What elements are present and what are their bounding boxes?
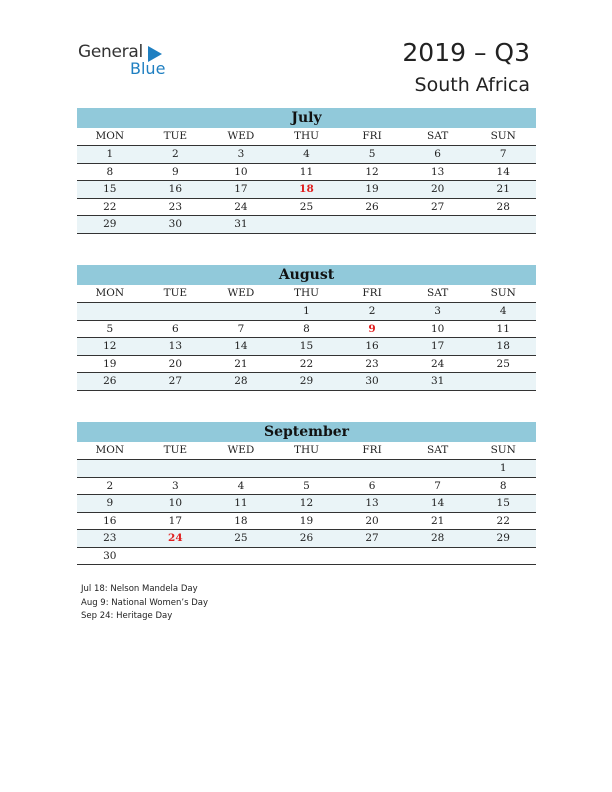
month-calendar-september xyxy=(77,422,536,565)
week-row xyxy=(77,181,536,199)
day-cell: 8 xyxy=(274,321,340,339)
day-cell: 3 xyxy=(405,303,471,321)
logo-word-blue: Blue xyxy=(130,59,166,78)
day-cell: 30 xyxy=(77,548,143,566)
holiday-note: Aug 9: National Women’s Day xyxy=(81,597,209,608)
day-cell: 1 xyxy=(77,146,143,164)
day-cell: 15 xyxy=(274,338,340,356)
day-cell: 29 xyxy=(274,373,340,391)
empty-day-cell xyxy=(405,460,471,478)
logo xyxy=(78,42,188,82)
day-cell: 13 xyxy=(143,338,209,356)
day-cell: 2 xyxy=(339,303,405,321)
day-cell: 2 xyxy=(143,146,209,164)
weekday-label: FRI xyxy=(339,128,405,146)
day-cell: 19 xyxy=(77,356,143,374)
empty-day-cell xyxy=(274,548,340,566)
day-cell: 17 xyxy=(405,338,471,356)
day-cell: 30 xyxy=(339,373,405,391)
empty-day-cell xyxy=(405,548,471,566)
day-cell: 30 xyxy=(143,216,209,234)
day-cell: 20 xyxy=(339,513,405,531)
day-cell: 15 xyxy=(470,495,536,513)
day-cell: 31 xyxy=(405,373,471,391)
day-cell: 9 xyxy=(143,164,209,182)
empty-day-cell xyxy=(339,216,405,234)
day-cell: 11 xyxy=(208,495,274,513)
day-cell: 29 xyxy=(77,216,143,234)
weekday-label: SUN xyxy=(470,128,536,146)
week-row xyxy=(77,338,536,356)
day-cell: 10 xyxy=(143,495,209,513)
week-row xyxy=(77,199,536,217)
day-cell: 7 xyxy=(405,478,471,496)
day-cell: 25 xyxy=(470,356,536,374)
page-title: 2019 – Q3 xyxy=(402,38,530,67)
day-cell: 14 xyxy=(208,338,274,356)
week-row xyxy=(77,530,536,548)
day-cell: 21 xyxy=(405,513,471,531)
day-cell: 27 xyxy=(143,373,209,391)
weekday-label: TUE xyxy=(143,128,209,146)
logo-word-general: General xyxy=(78,42,143,62)
month-header: September xyxy=(77,422,536,442)
empty-day-cell xyxy=(274,216,340,234)
weekday-label: THU xyxy=(274,442,340,460)
weekday-label: THU xyxy=(274,285,340,303)
day-cell: 18 xyxy=(274,181,340,199)
day-cell: 16 xyxy=(339,338,405,356)
weekday-label: FRI xyxy=(339,285,405,303)
day-cell: 6 xyxy=(339,478,405,496)
weekday-label: SUN xyxy=(470,442,536,460)
day-cell: 26 xyxy=(274,530,340,548)
month-calendar-july xyxy=(77,108,536,234)
empty-day-cell xyxy=(208,303,274,321)
day-cell: 18 xyxy=(470,338,536,356)
day-cell: 3 xyxy=(143,478,209,496)
day-cell: 4 xyxy=(274,146,340,164)
day-cell: 11 xyxy=(274,164,340,182)
week-row xyxy=(77,495,536,513)
weekday-label: SUN xyxy=(470,285,536,303)
day-cell: 23 xyxy=(77,530,143,548)
day-cell: 8 xyxy=(470,478,536,496)
day-cell: 3 xyxy=(208,146,274,164)
day-cell: 20 xyxy=(143,356,209,374)
day-cell: 10 xyxy=(208,164,274,182)
weekday-label: SAT xyxy=(405,285,471,303)
empty-day-cell xyxy=(470,373,536,391)
day-cell: 17 xyxy=(143,513,209,531)
day-cell: 17 xyxy=(208,181,274,199)
empty-day-cell xyxy=(77,460,143,478)
day-cell: 13 xyxy=(405,164,471,182)
month-calendar-august xyxy=(77,265,536,391)
day-cell: 23 xyxy=(143,199,209,217)
day-cell: 6 xyxy=(143,321,209,339)
day-cell: 27 xyxy=(339,530,405,548)
day-cell: 5 xyxy=(77,321,143,339)
day-cell: 20 xyxy=(405,181,471,199)
empty-day-cell xyxy=(405,216,471,234)
empty-day-cell xyxy=(208,548,274,566)
weekday-label: WED xyxy=(208,285,274,303)
day-cell: 25 xyxy=(208,530,274,548)
empty-day-cell xyxy=(339,548,405,566)
weekday-label: SAT xyxy=(405,128,471,146)
day-cell: 11 xyxy=(470,321,536,339)
day-cell: 25 xyxy=(274,199,340,217)
weekday-label: WED xyxy=(208,442,274,460)
week-rows xyxy=(77,146,536,234)
week-row xyxy=(77,373,536,391)
day-cell: 28 xyxy=(405,530,471,548)
day-cell: 13 xyxy=(339,495,405,513)
day-cell: 7 xyxy=(470,146,536,164)
week-row xyxy=(77,303,536,321)
day-cell: 23 xyxy=(339,356,405,374)
week-row xyxy=(77,548,536,566)
weekday-label: WED xyxy=(208,128,274,146)
holiday-notes xyxy=(81,583,208,624)
day-cell: 10 xyxy=(405,321,471,339)
day-cell: 26 xyxy=(77,373,143,391)
day-cell: 21 xyxy=(208,356,274,374)
day-cell: 6 xyxy=(405,146,471,164)
day-cell: 15 xyxy=(77,181,143,199)
day-cell: 9 xyxy=(339,321,405,339)
month-header: August xyxy=(77,265,536,285)
weekday-header-row xyxy=(77,442,536,460)
day-cell: 31 xyxy=(208,216,274,234)
week-row xyxy=(77,164,536,182)
day-cell: 24 xyxy=(143,530,209,548)
day-cell: 22 xyxy=(470,513,536,531)
week-rows xyxy=(77,303,536,391)
day-cell: 19 xyxy=(274,513,340,531)
empty-day-cell xyxy=(143,460,209,478)
day-cell: 12 xyxy=(339,164,405,182)
day-cell: 14 xyxy=(470,164,536,182)
weekday-label: MON xyxy=(77,442,143,460)
weekday-label: MON xyxy=(77,285,143,303)
day-cell: 28 xyxy=(470,199,536,217)
day-cell: 5 xyxy=(274,478,340,496)
day-cell: 28 xyxy=(208,373,274,391)
week-row xyxy=(77,356,536,374)
day-cell: 5 xyxy=(339,146,405,164)
empty-day-cell xyxy=(143,548,209,566)
weekday-label: MON xyxy=(77,128,143,146)
page-subtitle: South Africa xyxy=(414,74,530,96)
day-cell: 21 xyxy=(470,181,536,199)
week-row xyxy=(77,478,536,496)
empty-day-cell xyxy=(470,548,536,566)
empty-day-cell xyxy=(143,303,209,321)
weekday-header-row xyxy=(77,285,536,303)
day-cell: 19 xyxy=(339,181,405,199)
day-cell: 29 xyxy=(470,530,536,548)
weekday-label: TUE xyxy=(143,285,209,303)
day-cell: 26 xyxy=(339,199,405,217)
day-cell: 1 xyxy=(470,460,536,478)
day-cell: 16 xyxy=(77,513,143,531)
day-cell: 12 xyxy=(274,495,340,513)
day-cell: 1 xyxy=(274,303,340,321)
holiday-note: Sep 24: Heritage Day xyxy=(81,611,173,621)
day-cell: 16 xyxy=(143,181,209,199)
day-cell: 4 xyxy=(208,478,274,496)
day-cell: 22 xyxy=(77,199,143,217)
weekday-label: SAT xyxy=(405,442,471,460)
empty-day-cell xyxy=(470,216,536,234)
day-cell: 7 xyxy=(208,321,274,339)
empty-day-cell xyxy=(208,460,274,478)
weekday-label: THU xyxy=(274,128,340,146)
day-cell: 14 xyxy=(405,495,471,513)
week-row xyxy=(77,321,536,339)
day-cell: 2 xyxy=(77,478,143,496)
week-row xyxy=(77,513,536,531)
week-rows xyxy=(77,460,536,565)
day-cell: 18 xyxy=(208,513,274,531)
day-cell: 4 xyxy=(470,303,536,321)
day-cell: 22 xyxy=(274,356,340,374)
empty-day-cell xyxy=(274,460,340,478)
day-cell: 27 xyxy=(405,199,471,217)
weekday-label: TUE xyxy=(143,442,209,460)
month-header: July xyxy=(77,108,536,128)
day-cell: 24 xyxy=(405,356,471,374)
holiday-note: Jul 18: Nelson Mandela Day xyxy=(81,584,198,594)
day-cell: 9 xyxy=(77,495,143,513)
day-cell: 8 xyxy=(77,164,143,182)
weekday-label: FRI xyxy=(339,442,405,460)
week-row xyxy=(77,216,536,234)
empty-day-cell xyxy=(339,460,405,478)
empty-day-cell xyxy=(77,303,143,321)
week-row xyxy=(77,460,536,478)
day-cell: 24 xyxy=(208,199,274,217)
week-row xyxy=(77,146,536,164)
weekday-header-row xyxy=(77,128,536,146)
day-cell: 12 xyxy=(77,338,143,356)
